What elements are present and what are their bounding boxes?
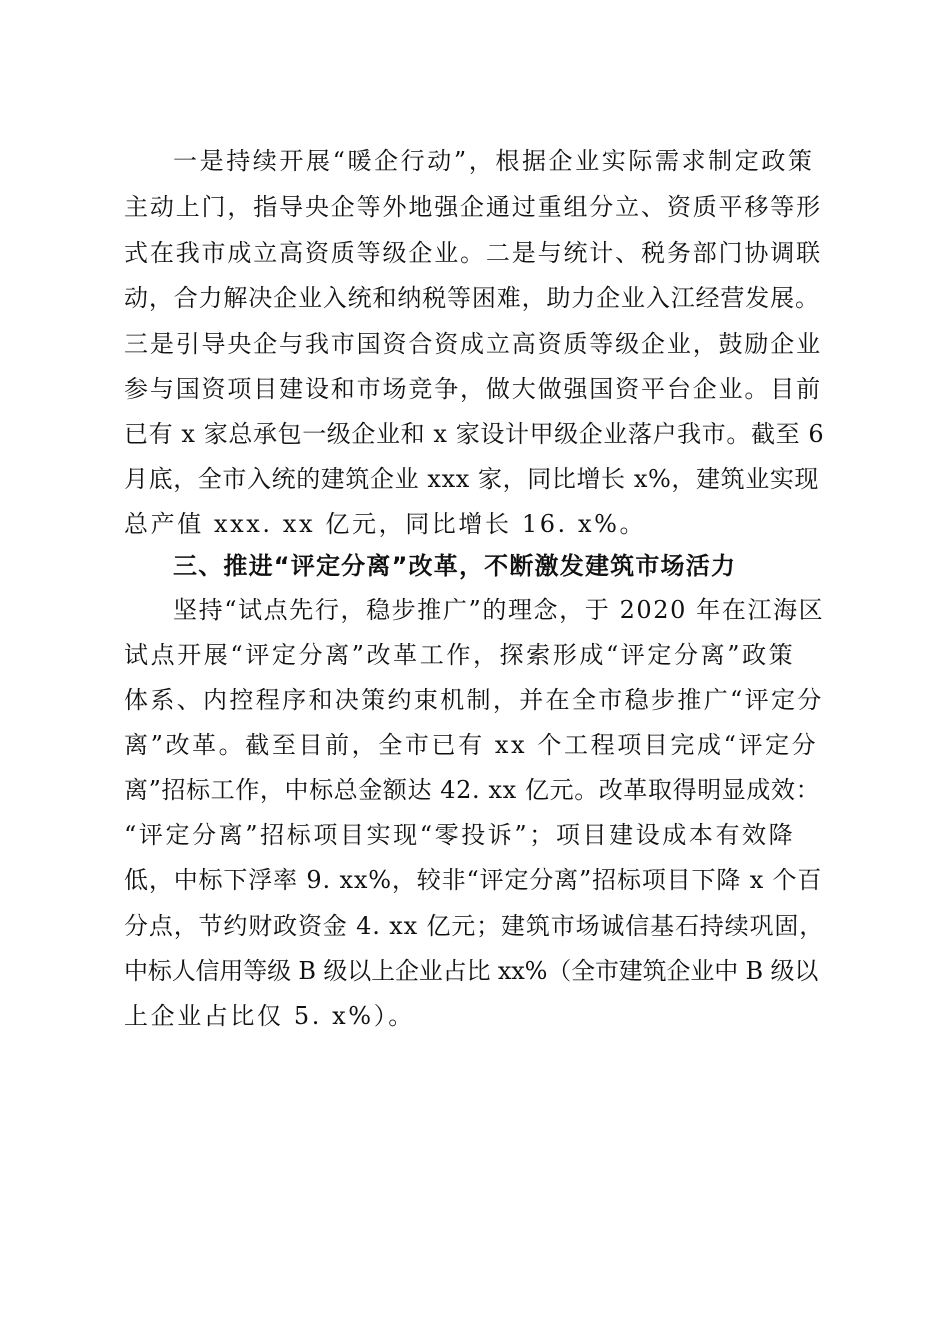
paragraph-line: 月底，全市入统的建筑企业 xxx 家，同比增长 x%，建筑业实现 [124, 465, 820, 493]
paragraph-line: 参与国资项目建设和市场竞争，做大做强国资平台企业。目前 [124, 375, 822, 403]
paragraph-line: 离”招标工作，中标总金额达 42. xx 亿元。改革取得明显成效： [124, 776, 821, 804]
paragraph-line: 体系、内控程序和决策约束机制，并在全市稳步推广“评定分 [124, 686, 824, 714]
paragraph-line: 已有 x 家总承包一级企业和 x 家设计甲级企业落户我市。截至 6 [124, 420, 825, 448]
paragraph-line: 试点开展“评定分离”改革工作，探索形成“评定分离”政策 [124, 641, 796, 669]
paragraph-line: 低，中标下浮率 9. xx%，较非“评定分离”招标项目下降 x 个百 [124, 866, 823, 894]
paragraph-line: 分点，节约财政资金 4. xx 亿元；建筑市场诚信基石持续巩固， [124, 912, 825, 940]
paragraph-line: 坚持“试点先行，稳步推广”的理念，于 2020 年在江海区 [173, 596, 825, 624]
paragraph-line: 主动上门，指导央企等外地强企通过重组分立、资质平移等形 [124, 193, 822, 221]
section-heading: 三、推进“评定分离”改革，不断激发建筑市场活力 [173, 552, 737, 580]
paragraph-line: 离”改革。截至目前，全市已有 xx 个工程项目完成“评定分 [124, 731, 819, 759]
paragraph-line: 上企业占比仅 5. x%）。 [124, 1002, 415, 1030]
paragraph-line: 式在我市成立高资质等级企业。二是与统计、税务部门协调联 [124, 239, 822, 267]
paragraph-line: 中标人信用等级 B 级以上企业占比 xx%（全市建筑企业中 B 级以 [124, 957, 819, 985]
paragraph-line: 一是持续开展“暖企行动”，根据企业实际需求制定政策 [173, 147, 815, 175]
paragraph-line: “评定分离”招标项目实现“零投诉”；项目建设成本有效降 [124, 821, 796, 849]
paragraph-line: 总产值 xxx. xx 亿元，同比增长 16. x%。 [124, 510, 647, 538]
paragraph-line: 三是引导央企与我市国资合资成立高资质等级企业，鼓励企业 [124, 330, 822, 358]
paragraph-line: 动，合力解决企业入统和纳税等困难，助力企业入江经营发展。 [124, 284, 820, 312]
